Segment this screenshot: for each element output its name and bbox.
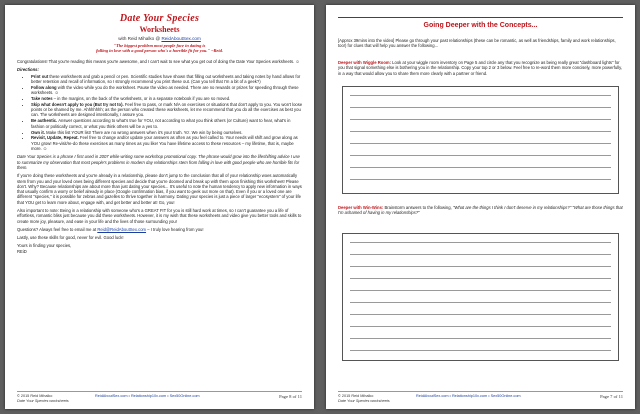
byline-link[interactable]: ReidAboutSex.com <box>161 36 201 41</box>
answer-line <box>350 278 611 279</box>
wiggle-room-text: Look at your wiggle room inventory on Page 5 and circle any that you recognize as being really great "dashboard lights" for you that signal something else is bothering you in the relationship. Copy your top 2 or 3 below. Feel free to re-word them more concisely, more powerfully, in a way that would allow you to share them more clearly with a partner or friend. <box>338 60 623 76</box>
direction-item <box>31 130 303 135</box>
direction-item <box>31 74 303 85</box>
answer-line <box>350 302 611 303</box>
direction-lead: Skip what doesn't apply to you (But try not to). <box>31 101 124 107</box>
tagline <box>5 43 314 53</box>
document-subtitle: Worksheets <box>139 25 180 34</box>
byline <box>5 36 314 41</box>
questions-prefix: Questions? Always feel free to email me at <box>17 226 98 232</box>
win-wins-text: Brainstorm answers to the following, <box>383 205 453 210</box>
congrats-paragraph: Congratulations! That you're reading this means you're awesome, and I can't wait to see what you get out of doing the Date Your Species worksheets. ☺ <box>17 59 300 64</box>
direction-item <box>31 118 303 129</box>
directions-list <box>31 74 303 152</box>
answer-line <box>350 350 611 351</box>
wiggle-room-answer-box[interactable] <box>342 86 619 194</box>
answer-line <box>350 338 611 339</box>
wiggle-room-prompt <box>338 60 623 76</box>
footer-subtitle: Date Your Species worksheets <box>338 399 390 403</box>
direction-text: these worksheets and grab a pencil or pen. Scientific studies have shown that filling out worksheets and taking notes by hand allows for better retention and recall of information, so I strongly recommend you print these out. (Can you tell that I'm a bit of a geek?) <box>31 73 301 84</box>
already-in-relationship-paragraph: If you're doing these worksheets and you're already in a relationship, please don't jump to the conclusion that all of your relationship woes automatically stem from you and your loved ones being different species and decide that you're doomed and break up with them upon finishing this worksheet! Please don't. Why? Because relationships are about more than just dating your species... It's useful to note the human tendency to apply new information in ways that usually confirm a worry or belief already in place (Google confirmation bias, if you want to geek out more on that). Even if you or a loved one are different "species," it is possible for zebras and gazelles to thrive together in harmony. Dating your species is just a piece of larger "ecosystem" of your life that YOU get to learn more about, engage with, and get better and better at! Go, you! <box>17 173 302 205</box>
direction-lead: Follow along <box>31 84 57 90</box>
answer-line <box>350 143 611 144</box>
email-link[interactable]: Reid@ReidAboutSex.com <box>97 226 147 232</box>
direction-text: – in the margins, on the back of the worksheets, or in a separate notebook if you are so moved. <box>52 95 231 101</box>
page-footer <box>338 391 623 403</box>
win-wins-heading: Deeper with Win-Wins: <box>338 205 384 210</box>
answer-line <box>350 290 611 291</box>
answer-line <box>350 326 611 327</box>
answer-line <box>350 242 611 243</box>
direction-item <box>31 96 303 101</box>
direction-item <box>31 102 303 118</box>
wiggle-room-heading: Deeper with Wiggle Room: <box>338 60 392 65</box>
questions-suffix: – I truly love hearing from you! <box>146 226 204 232</box>
answer-line <box>350 266 611 267</box>
answer-line <box>350 119 611 120</box>
direction-text: Feel free to pass, or mark N/A on exercises or situations that don't apply to you. You won't loose points or be shamed by me. Ahhhhhhh; as the person who created these worksheets, let me recommend that you do all the exercises as best you can. The worksheets are designed intentionally, I assure you. <box>31 101 303 118</box>
answer-line <box>350 155 611 156</box>
direction-lead: Take notes <box>31 95 53 101</box>
direction-text: Feel free to change and/or update your answers as often as you feel called to. Your needs will shift and grow along as YOU grow! Re-visit/re-do these exercises as many times as you like! You have lifetime access to these resources – my lifetime, that is, maybe more. ☺ <box>31 135 298 152</box>
direction-lead: Revisit, Update, Repeat. <box>31 135 79 141</box>
footer-links[interactable]: ReidAboutSex.com • Relationship10x.com • Sex50Online.com <box>95 394 200 398</box>
direction-lead: Be authentic. <box>31 118 58 124</box>
questions-paragraph <box>17 227 303 232</box>
footer-page-number: Page 8 of 11 <box>279 394 302 399</box>
direction-text: Make this list YOUR list! There are no wrong answers when it's your truth. Yo'. We win by being ourselves. <box>44 129 243 135</box>
footer-links[interactable]: ReidAboutSex.com • Relationship10x.com • Sex50Online.com <box>416 394 521 398</box>
important-note-paragraph: Also important to note: Being in a relationship with someone who's a GREAT FIT for you is still hard work at times, so I can't guarantee you a life of effortless, romantic bliss just because you did these worksheets. However, it is my wish that these worksheets and video give you better tools and skills to create more joy, pleasure, and ease in your life and the lives of those surrounding you! <box>17 207 302 224</box>
win-wins-answer-box[interactable] <box>342 233 619 361</box>
signature: REiD <box>17 248 27 254</box>
win-wins-prompt <box>338 205 623 216</box>
document-title: Date Your Species <box>119 13 200 24</box>
intro-paragraph: [Approx 39mins into the video] Please go through your past relationships (these can be romantic, as well as friendships, family and work relationships, too!) for clues that will help you answer the following... <box>338 38 616 49</box>
footer-copyright: © 2015 Reid Mihalko <box>17 394 53 398</box>
tagline-line-1: "The biggest problem most people face in dating is <box>113 43 206 48</box>
direction-text: with the video while you do the worksheet. Pause the video as needed. There are no rewards or prizes for speeding through these worksheets. ☺ <box>31 84 299 96</box>
phrase-paragraph: Date Your Species is a phrase I first used in 2007 while writing some workshop promotional copy. The phrase would grow into the lifeshifting advice I use to summarize my observation that most people's problems in modern day relationships stem from falling in love with good people who are horrible fits for them. <box>17 154 300 170</box>
answer-line <box>350 314 611 315</box>
page-footer <box>17 391 302 403</box>
signoff-line: Yours in finding your species, <box>17 243 72 249</box>
direction-text: Answer questions according to what's true for YOU, not according to what you think others (or Culture) want to hear, what's in fashion or politically correct, or what you think others will be a yes to. <box>31 118 291 129</box>
worksheet-page-left <box>5 5 314 409</box>
footer-subtitle: Date Your Species worksheets <box>17 399 69 403</box>
byline-prefix: with Reid Mihalko @ <box>118 36 161 41</box>
footer-copyright: © 2015 Reid Mihalko <box>338 394 374 398</box>
direction-item <box>31 85 303 96</box>
tagline-line-2: falling in love with a good person who's a horrible fit for you." ~Reid. <box>96 48 223 54</box>
direction-lead: Own it. <box>31 129 45 135</box>
answer-line <box>350 131 611 132</box>
section-title: Going Deeper with the Concepts... <box>423 22 538 29</box>
win-wins-questions: "What are the things I think I don't deserve in my relationships?" "What are those things that I'm ashamed of having in my relationships?" <box>338 205 623 216</box>
answer-line <box>350 254 611 255</box>
header-rule <box>338 17 623 18</box>
direction-lead: Print out <box>31 73 49 79</box>
direction-item <box>31 135 303 151</box>
answer-line <box>350 167 611 168</box>
worksheet-page-right <box>326 5 635 409</box>
footer-page-number: Page 7 of 11 <box>600 394 623 399</box>
directions-heading: Directions: <box>17 67 39 73</box>
lastly-paragraph: Lastly, use these skills for good, never for evil. Good luck! <box>17 235 124 241</box>
left-page-body <box>17 59 303 254</box>
answer-line <box>350 95 611 96</box>
answer-line <box>350 107 611 108</box>
answer-line <box>350 179 611 180</box>
